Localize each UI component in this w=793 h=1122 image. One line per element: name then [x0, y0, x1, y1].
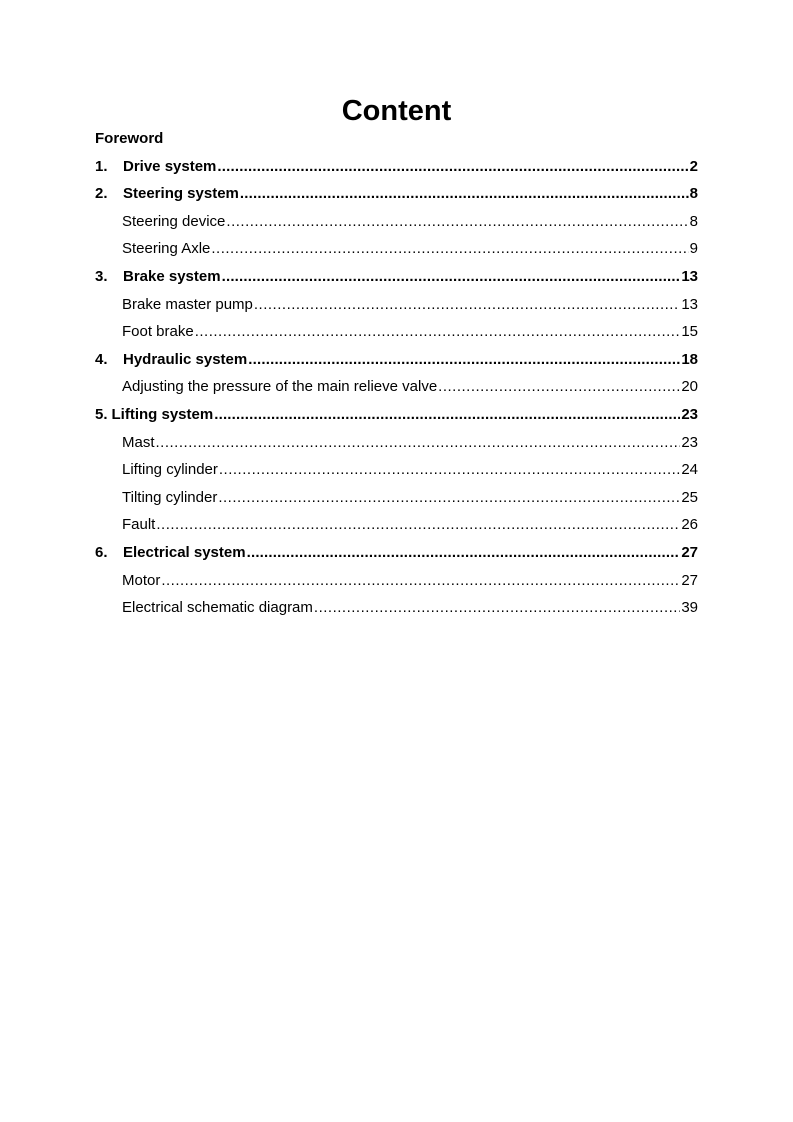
toc-entry-brake-master-pump[interactable] [95, 291, 698, 319]
toc-entry-label: Hydraulic system [123, 350, 248, 368]
toc-entry-steering-device[interactable] [95, 208, 698, 236]
toc-entry-mast[interactable] [95, 429, 698, 457]
toc-entry-page: 20 [681, 378, 698, 396]
dot-leader [161, 567, 680, 595]
toc-entry-number: 2. [95, 185, 108, 203]
toc-entry-page: 18 [681, 350, 698, 368]
toc-entry-label: Mast [122, 433, 155, 451]
dot-leader [218, 484, 680, 512]
toc-entry-lifting-cylinder[interactable] [95, 456, 698, 484]
toc-entry-adjusting-main-relieve-valve[interactable] [95, 373, 698, 401]
dot-leader [195, 318, 681, 346]
toc-entry-label: Motor [122, 571, 161, 589]
dot-leader [254, 291, 680, 319]
toc-entry-electrical-system[interactable] [95, 539, 698, 567]
toc-entry-page: 39 [681, 599, 698, 617]
dot-leader [214, 401, 680, 429]
dot-leader [248, 346, 680, 374]
toc-entry-number: 3. [95, 267, 108, 285]
dot-leader [156, 429, 681, 457]
toc-entry-label: Fault [122, 516, 156, 534]
toc-entry-brake-system[interactable] [95, 263, 698, 291]
toc-entry-tilting-cylinder[interactable] [95, 484, 698, 512]
toc-entry-steering-axle[interactable] [95, 235, 698, 263]
toc-entry-label: Steering Axle [122, 240, 211, 258]
toc-entry-page: 13 [681, 295, 698, 313]
toc-entry-fault[interactable] [95, 511, 698, 539]
toc-entry-label: Adjusting the pressure of the main relieve valve [122, 378, 438, 396]
dot-leader [240, 180, 689, 208]
toc-entry-label: Foot brake [122, 323, 194, 341]
toc-entry-label: Electrical schematic diagram [122, 599, 313, 617]
toc-entry-foot-brake[interactable] [95, 318, 698, 346]
toc-entry-number: 1. [95, 157, 108, 175]
dot-leader [156, 511, 680, 539]
toc-entry-page: 25 [681, 488, 698, 506]
toc-entry-page: 27 [681, 571, 698, 589]
dot-leader [222, 263, 681, 291]
toc-entry-hydraulic-system[interactable] [95, 346, 698, 374]
dot-leader [219, 456, 680, 484]
toc-entry-page: 23 [681, 433, 698, 451]
toc-entry-page: 8 [689, 185, 698, 203]
toc-entry-drive-system[interactable] [95, 153, 698, 181]
dot-leader [217, 153, 688, 181]
toc-entry-label: Lifting system [111, 405, 214, 423]
toc-entry-label: Steering device [122, 212, 226, 230]
toc-entry-page: 23 [681, 405, 698, 423]
toc-entry-number: 5. [95, 405, 108, 423]
dot-leader [247, 539, 681, 567]
toc-entry-label: Steering system [123, 185, 239, 203]
toc-entry-label: Brake master pump [122, 295, 253, 313]
toc-entry-page: 26 [681, 516, 698, 534]
toc-entry-label: Electrical system [123, 543, 246, 561]
toc-entry-page: 15 [681, 323, 698, 341]
toc-entry-page: 13 [681, 267, 698, 285]
toc-entry-steering-system[interactable] [95, 180, 698, 208]
dot-leader [314, 594, 680, 622]
toc-entry-electrical-schematic-diagram[interactable] [95, 594, 698, 622]
toc-entry-page: 24 [681, 461, 698, 479]
toc-entry-page: 2 [689, 157, 698, 175]
toc-entry-label: Drive system [123, 157, 217, 175]
dot-leader [226, 208, 688, 236]
toc-entry-label: Lifting cylinder [122, 461, 218, 479]
toc-entry-label: Tilting cylinder [122, 488, 218, 506]
toc-entry-label: Brake system [123, 267, 221, 285]
page-title: Content [341, 95, 452, 127]
toc-entry-motor[interactable] [95, 567, 698, 595]
toc-entry-number: 4. [95, 350, 108, 368]
toc-entry-lifting-system[interactable] [95, 401, 698, 429]
toc-entry-page: 27 [681, 543, 698, 561]
toc-entry-page: 8 [689, 212, 698, 230]
table-of-contents [95, 125, 698, 622]
dot-leader [211, 235, 688, 263]
toc-entry-label: Foreword [95, 130, 164, 147]
toc-entry-page: 9 [689, 240, 698, 258]
toc-entry-number: 6. [95, 543, 108, 561]
toc-entry-foreword[interactable] [95, 125, 698, 153]
dot-leader [438, 373, 680, 401]
